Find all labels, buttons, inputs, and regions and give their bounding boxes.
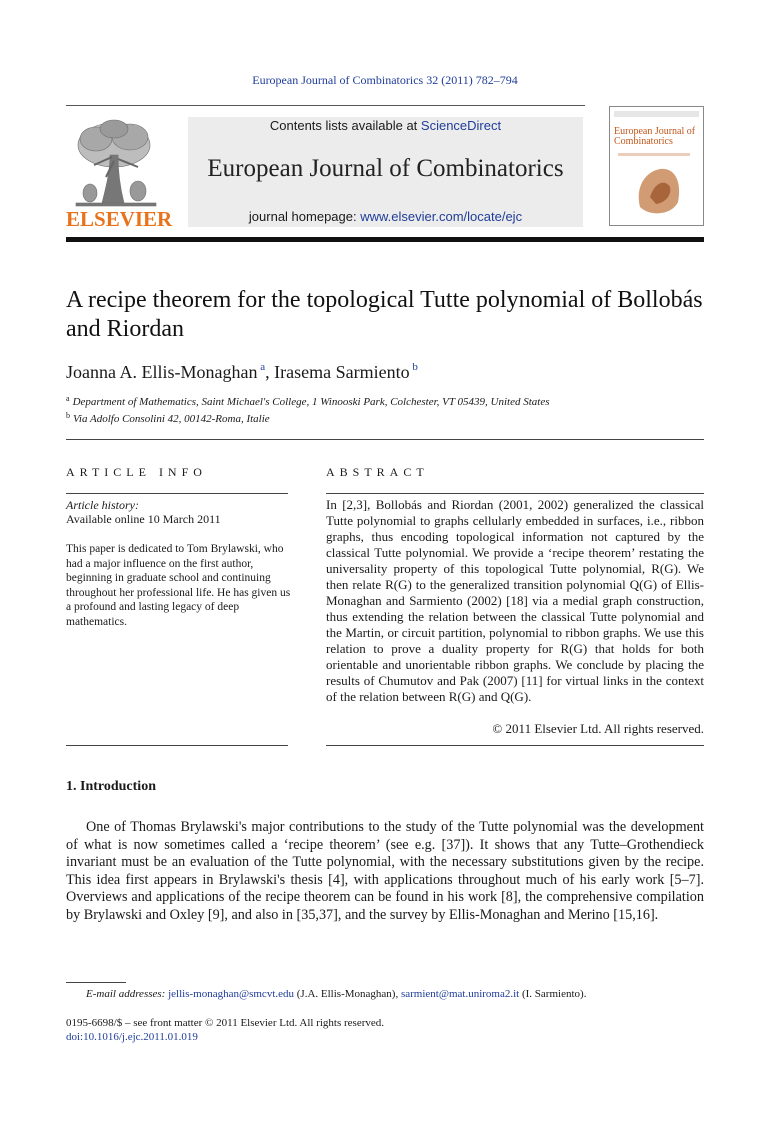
affiliation-b: $^b$ Via Adolfo Consolini 42, 00142-Roma, Italie	[66, 411, 270, 425]
author-name: Joanna A. Ellis-Monaghan	[66, 362, 258, 382]
article-info-heading: ARTICLE INFO	[66, 465, 207, 479]
header-thick-divider	[66, 237, 704, 242]
introduction-paragraph: One of Thomas Brylawski's major contributions to the study of the Tutte polynomial was the development of what is now sometimes called a ‘recipe theorem’ (see e.g. [37]). It shows that any Tutte–Grothendieck invariant must be an evaluation of the Tutte polynomial, with the necessary substitutions given by the recipe. This idea first appears in Brylawski's thesis [4], with applications throughout much of his early work [5–7]. Overviews and applications of the recipe theorem can be found in his work [8], the comprehensive compilation by Brylawski and Oxley [9], and also in [35,37], and the survey by Ellis-Monaghan and Merino [15,16].	[66, 819, 704, 923]
abstract-top-rule	[326, 493, 704, 494]
contents-availability	[188, 118, 583, 133]
doi-link[interactable]: doi:10.1016/j.ejc.2011.01.019	[66, 1031, 198, 1043]
author-list	[66, 361, 706, 383]
dedication-text: This paper is dedicated to Tom Brylawski, who had a major influence on the first author, beginning in graduate school and continuing throughout her professional life. He has given us a profound and lasting legacy of deep mathematics.	[66, 543, 291, 628]
author-name: Irasema Sarmiento	[274, 362, 410, 382]
article-history-value: Available online 10 March 2011	[66, 512, 221, 526]
journal-reference-link[interactable]: European Journal of Combinatorics 32 (2011) 782–794	[252, 73, 518, 87]
affiliation-divider	[66, 439, 704, 440]
affiliation-a: $^a$ Department of Mathematics, Saint Michael's College, 1 Winooski Park, Colchester, VT 05439, United States	[66, 394, 550, 408]
email-link[interactable]: sarmient@mat.uniroma2.it	[400, 988, 520, 1000]
homepage-link[interactable]: www.elsevier.com/locate/ejc	[360, 209, 523, 224]
email-owner: (I. Sarmiento).	[519, 988, 587, 1000]
journal-homepage	[188, 209, 583, 224]
email-label: E-mail addresses:	[86, 988, 169, 1000]
paper-title: A recipe theorem for the topological Tutte polynomial of Bollobás and Riordan	[66, 287, 703, 342]
introduction-heading: 1. Introduction	[66, 779, 156, 794]
abstract-heading: ABSTRACT	[326, 465, 429, 479]
homepage-prefix: journal homepage:	[248, 209, 361, 224]
email-footnote	[66, 988, 706, 1000]
journal-cover-thumbnail[interactable]	[609, 106, 704, 226]
abstract-copyright: © 2011 Elsevier Ltd. All rights reserved.	[492, 721, 704, 736]
abstract-bottom-rule	[326, 745, 704, 746]
article-info-top-rule	[66, 493, 288, 494]
cover-illustration-icon	[610, 107, 703, 225]
affiliation-mark-link[interactable]: a	[260, 361, 266, 373]
article-info-bottom-rule	[66, 745, 288, 746]
abstract-text: In [2,3], Bollobás and Riordan (2001, 2002) generalized the classical Tutte polynomial to graphs cellularly embedded in surfaces, i.e., ribbon graphs, thus encoding topological information not captured by the classical Tutte polynomial. We provide a ‘recipe theorem’ restating the universality property of this topological Tutte polynomial, R(G). We then relate R(G) to the generalized transition polynomial Q(G) of Ellis-Monaghan and Sarmiento (2002) [18] via a medial graph construction, thus extending the relation between the classical Tutte polynomial and the Martin, or circuit partition, polynomial to ribbon graphs. We use this relation to prove a duality property for R(G) that holds for both orientable and unorientable ribbon graphs. We conclude by placing the results of Chumutov and Pak (2007) [11] for virtual links in the context of the relation between R(G) and Q(G).	[326, 497, 704, 704]
issn-line: 0195-6698/$ – see front matter © 2011 Elsevier Ltd. All rights reserved.	[66, 1017, 385, 1029]
article-history-label: Article history:	[66, 498, 139, 512]
author-separator: ,	[265, 362, 275, 382]
sciencedirect-link[interactable]: ScienceDirect	[420, 118, 502, 133]
email-owner: (J.A. Ellis-Monaghan),	[294, 988, 401, 1000]
elsevier-logo-text: ELSEVIER	[66, 207, 173, 231]
cover-title: European Journal of Combinatorics	[614, 126, 696, 147]
contents-prefix: Contents lists available at	[269, 118, 421, 133]
footnote-rule	[66, 982, 126, 983]
email-link[interactable]: jellis-monaghan@smcvt.edu	[168, 988, 295, 1000]
journal-title: European Journal of Combinatorics	[207, 155, 564, 182]
header-divider	[66, 105, 585, 106]
affiliation-mark-link[interactable]: b	[412, 361, 418, 373]
